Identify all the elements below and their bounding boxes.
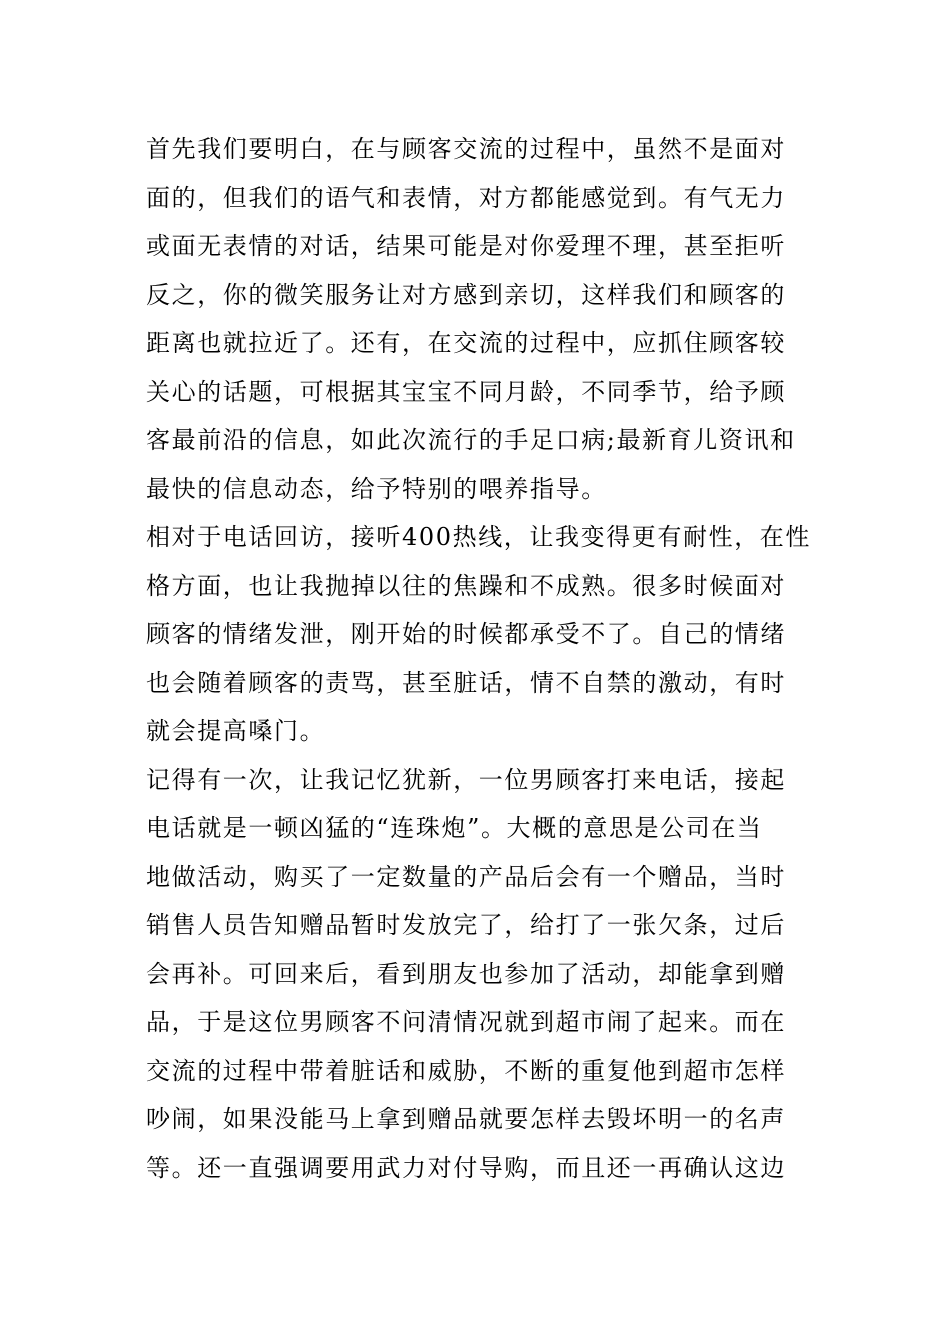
text-line: 距离也就拉近了。还有，在交流的过程中，应抓住顾客较 bbox=[146, 329, 786, 357]
text-line: 首先我们要明白，在与顾客交流的过程中，虽然不是面对 bbox=[146, 135, 786, 163]
text-line: 客最前沿的信息，如此次流行的手足口病;最新育儿资讯和 bbox=[146, 426, 796, 454]
text-line: 吵闹，如果没能马上拿到赠品就要怎样去毁坏明一的名声 bbox=[146, 1105, 786, 1133]
text-line: 相对于电话回访，接听400热线，让我变得更有耐性，在性 bbox=[146, 523, 812, 551]
text-line: 最快的信息动态，给予特别的喂养指导。 bbox=[146, 474, 607, 503]
text-line: 格方面，也让我抛掉以往的焦躁和不成熟。很多时候面对 bbox=[146, 571, 786, 600]
text-line: 交流的过程中带着脏话和威胁，不断的重复他到超市怎样 bbox=[146, 1056, 786, 1085]
text-line: 记得有一次，让我记忆犹新，一位男顾客打来电话，接起 bbox=[146, 765, 786, 794]
text-line: 也会随着顾客的责骂，甚至脏话，情不自禁的激动，有时 bbox=[146, 668, 786, 697]
text-line: 反之，你的微笑服务让对方感到亲切，这样我们和顾客的 bbox=[146, 280, 786, 309]
text-line: 就会提高嗓门。 bbox=[146, 717, 326, 745]
text-line: 等。还一直强调要用武力对付导购，而且还一再确认这边 bbox=[146, 1153, 786, 1182]
text-line: 地做活动，购买了一定数量的产品后会有一个赠品，当时 bbox=[146, 862, 786, 891]
text-line: 电话就是一顿凶猛的“连珠炮”。大概的意思是公司在当 bbox=[146, 814, 763, 842]
body-text bbox=[146, 134, 816, 1201]
text-line: 销售人员告知赠品暂时发放完了，给打了一张欠条，过后 bbox=[146, 911, 786, 939]
text-line: 或面无表情的对话，结果可能是对你爱理不理，甚至拒听 bbox=[146, 232, 786, 260]
text-line: 品，于是这位男顾客不问清情况就到超市闹了起来。而在 bbox=[146, 1008, 786, 1036]
text-line: 会再补。可回来后，看到朋友也参加了活动，却能拿到赠 bbox=[146, 959, 786, 988]
text-line: 面的，但我们的语气和表情，对方都能感觉到。有气无力 bbox=[146, 183, 786, 212]
text-line: 顾客的情绪发泄，刚开始的时候都承受不了。自己的情绪 bbox=[146, 620, 786, 648]
text-line: 关心的话题，可根据其宝宝不同月龄，不同季节，给予顾 bbox=[146, 377, 786, 406]
